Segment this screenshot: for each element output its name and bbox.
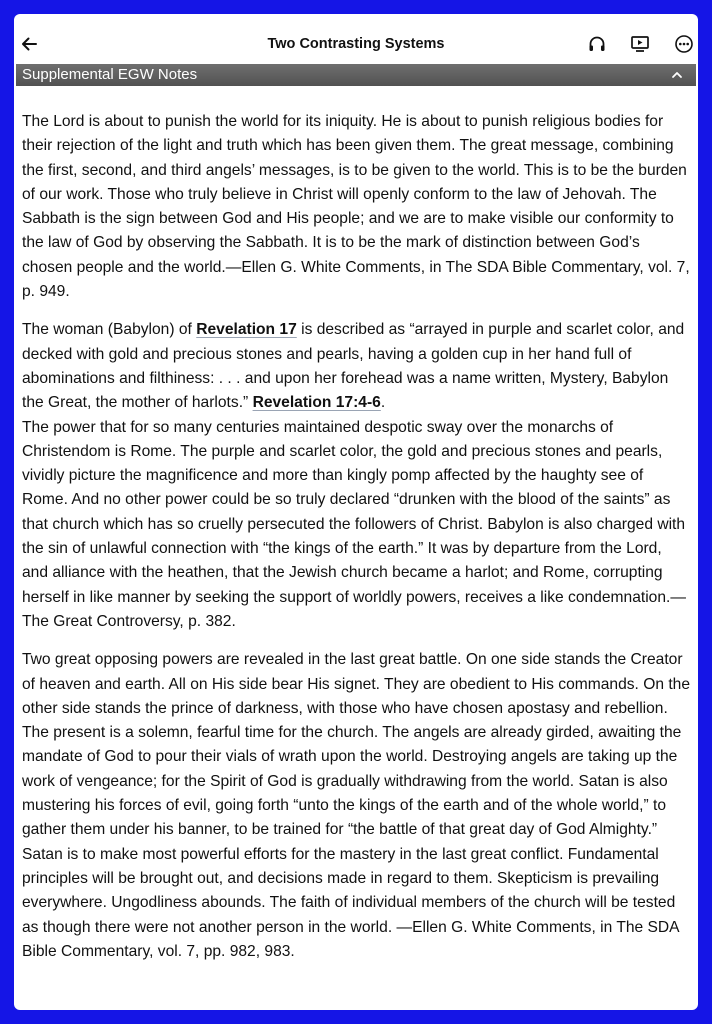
back-button[interactable] (16, 30, 42, 58)
section-header-supplemental-notes[interactable] (16, 64, 696, 86)
chevron-up-icon[interactable] (670, 68, 684, 82)
paragraph-1: The Lord is about to punish the world for its iniquity. He is about to punish religious bodies for their rejection of the light and truth which has been given them. The great message, combining the first, second, and third angels’ messages, is to be given to the world. This is to be the burden of our work. Those who truly believe in Christ will openly conform to the law of Jehovah. The Sabbath is the sign between God and His people; and we are to make visible our conformity to the law of God by observing the Sabbath. It is to be the mark of distinction between God’s chosen people and the world.—Ellen G. White Comments, in The SDA Bible Commentary, vol. 7, p. 949. (22, 113, 690, 301)
paragraph-2-text-a: The woman (Babylon) of (22, 321, 197, 339)
listen-button[interactable] (584, 30, 610, 58)
more-options-button[interactable] (671, 30, 697, 58)
paragraph-2-text-d: The power that for so many centuries maintained despotic sway over the monarchs of Christendom is Rome. The purple and scarlet color, the gold and precious stones and pearls, vividly picture the magnificence and more than kingly pomp affected by the haughty see of Rome. And no other power could be so truly declared “drunken with the blood of the saints” as that church which has so cruelly persecuted the followers of Christ. Babylon is also charged with the sin of unlawful connection with “the kings of the earth.” It was by departure from the Lord, and alliance with the heathen, that the Jewish church became a harlot; and Rome, corrupting herself in like manner by seeking the support of worldly powers, receives a like condemnation.—The Great Controversy, p. 382. (22, 418, 686, 630)
paragraph-3-text-a: Two great opposing powers are revealed in the last great battle. On one side stands the Creator of heaven and earth. All on His side bear His signet. They are obedient to His commands. On the other side stands the prince of darkness, with those who have chosen apostasy and rebellion. (22, 651, 691, 717)
scripture-link-revelation-17-4-6[interactable]: Revelation 17:4-6 (252, 394, 381, 412)
top-bar (14, 30, 698, 58)
paragraph-2-text-b: is described as “arrayed in purple and scarlet color, and decked with gold and precious stones and pearls, having a golden cup in her hand full of abominations and filthiness: . . . and upon her forehead was a name written, Mystery, Babylon the Great, the mother of harlots.” (22, 321, 685, 412)
arrow-left-icon (20, 35, 38, 53)
paragraph-2 (22, 318, 692, 634)
headphones-icon (587, 34, 607, 54)
page-title: Two Contrasting Systems (267, 36, 445, 52)
app-window (14, 14, 698, 1010)
scripture-link-revelation-17[interactable]: Revelation 17 (196, 321, 297, 339)
paragraph-3-text-b: The present is a solemn, fearful time for the church. The angels are already girded, awaiting the mandate of God to pour their vials of wrath upon the world. Destroying angels are taking up the work of vengeance; for the Spirit of God is gradually withdrawing from the world. Satan is also mustering his forces of evil, going forth “unto the kings of the earth and of the whole world,” to gather them under his banner, to be trained for “the battle of that great day of God Almighty.” Satan is to make most powerful efforts for the mastery in the last great conflict. Fundamental principles will be brought out, and decisions made in regard to them. Skepticism is prevailing everywhere. Ungodliness abounds. The faith of individual members of the church will be tested as though there were not another person in the world. —Ellen G. White Comments, in The SDA Bible Commentary, vol. 7, pp. 982, 983. (22, 724, 682, 960)
section-header-label: Supplemental EGW Notes (22, 66, 198, 83)
notes-content (22, 110, 692, 978)
paragraph-2-text-c: . (380, 394, 386, 412)
paragraph-3 (22, 648, 692, 964)
more-options-icon (674, 34, 694, 54)
video-button[interactable] (627, 30, 653, 58)
play-video-icon (630, 34, 650, 54)
